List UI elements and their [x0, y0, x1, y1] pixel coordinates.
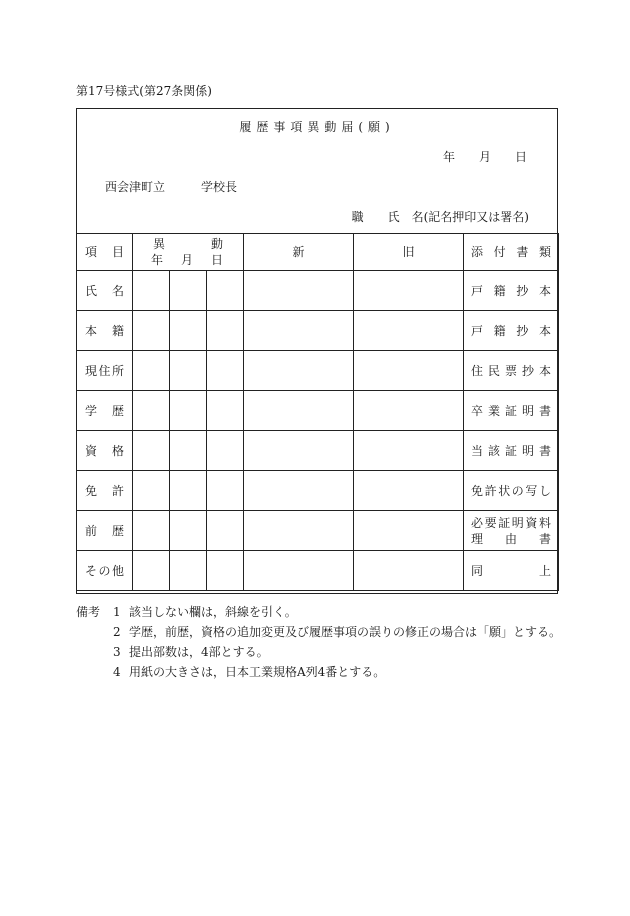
day-cell[interactable] — [207, 511, 244, 551]
remark-number: 4 — [113, 665, 121, 679]
header-attachments: 添付書類 — [464, 234, 559, 271]
header-new: 新 — [244, 234, 354, 271]
old-value-cell[interactable] — [354, 351, 464, 391]
old-value-cell[interactable] — [354, 551, 464, 591]
day-cell[interactable] — [207, 271, 244, 311]
row-attachment — [464, 511, 559, 551]
header-item: 項目 — [77, 234, 133, 271]
row-item-label: 本籍 — [77, 311, 133, 351]
old-value-cell[interactable] — [354, 391, 464, 431]
remark-text: 提出部数は，4部とする。 — [129, 645, 269, 659]
row-attachment: 戸籍抄本 — [464, 271, 559, 311]
year-cell[interactable] — [133, 431, 170, 471]
form-number: 第17号様式(第27条関係) — [76, 84, 212, 98]
row-item-label: 現住所 — [77, 351, 133, 391]
new-value-cell[interactable] — [244, 511, 354, 551]
table-header-row — [77, 234, 559, 271]
day-cell[interactable] — [207, 311, 244, 351]
header-change-char-2: 動 — [210, 237, 223, 251]
remarks-heading: 備考 — [76, 605, 101, 619]
row-attachment: 卒業証明書 — [464, 391, 559, 431]
remark-text: 該当しない欄は，斜線を引く。 — [129, 605, 297, 619]
remark-number: 2 — [113, 625, 121, 639]
table-row — [77, 511, 559, 551]
addressee: 西会津町立 学校長 — [105, 180, 238, 194]
remark-text: 用紙の大きさは，日本工業規格A列4番とする。 — [129, 665, 386, 679]
year-cell[interactable] — [133, 471, 170, 511]
row-item-label: 前歴 — [77, 511, 133, 551]
new-value-cell[interactable] — [244, 271, 354, 311]
row-attachment: 免許状の写し — [464, 471, 559, 511]
table-row — [77, 271, 559, 311]
day-cell[interactable] — [207, 351, 244, 391]
header-change-date — [133, 234, 244, 271]
remark-item — [76, 662, 576, 682]
new-value-cell[interactable] — [244, 391, 354, 431]
row-item-label: 免許 — [77, 471, 133, 511]
header-year: 年 — [151, 253, 164, 267]
old-value-cell[interactable] — [354, 311, 464, 351]
month-cell[interactable] — [170, 471, 207, 511]
month-cell[interactable] — [170, 311, 207, 351]
remark-item — [76, 642, 576, 662]
new-value-cell[interactable] — [244, 551, 354, 591]
remarks — [76, 602, 576, 682]
form-title: 履歴事項異動届(願) — [239, 120, 395, 134]
table-row — [77, 311, 559, 351]
month-cell[interactable] — [170, 511, 207, 551]
header-change-char-1: 異 — [153, 237, 166, 251]
date-line: 年 月 日 — [442, 150, 527, 164]
new-value-cell[interactable] — [244, 471, 354, 511]
remark-number: 3 — [113, 645, 121, 659]
notification-form — [76, 108, 558, 594]
row-item-label: 学歴 — [77, 391, 133, 431]
table-row — [77, 391, 559, 431]
year-cell[interactable] — [133, 551, 170, 591]
year-cell[interactable] — [133, 311, 170, 351]
year-cell[interactable] — [133, 351, 170, 391]
day-cell[interactable] — [207, 391, 244, 431]
month-cell[interactable] — [170, 551, 207, 591]
table-row — [77, 471, 559, 511]
record-table — [76, 233, 559, 591]
year-cell[interactable] — [133, 511, 170, 551]
day-cell[interactable] — [207, 471, 244, 511]
remark-item — [76, 622, 576, 642]
header-day: 日 — [210, 253, 223, 267]
row-attachment: 戸籍抄本 — [464, 311, 559, 351]
month-cell[interactable] — [170, 271, 207, 311]
header-month: 月 — [180, 253, 193, 267]
row-item-label: その他 — [77, 551, 133, 591]
row-item-label: 資格 — [77, 431, 133, 471]
old-value-cell[interactable] — [354, 511, 464, 551]
new-value-cell[interactable] — [244, 431, 354, 471]
row-attachment: 同上 — [464, 551, 559, 591]
attachment-line-1: 必要証明資料 — [471, 515, 551, 530]
year-cell[interactable] — [133, 391, 170, 431]
month-cell[interactable] — [170, 391, 207, 431]
remark-text: 学歴，前歴，資格の追加変更及び履歴事項の誤りの修正の場合は「願」とする。 — [129, 625, 562, 639]
form-header — [77, 109, 557, 233]
signer-line: 職 氏 名(記名押印又は署名) — [351, 210, 529, 224]
remark-item — [76, 602, 576, 622]
header-old: 旧 — [354, 234, 464, 271]
row-attachment: 住民票抄本 — [464, 351, 559, 391]
day-cell[interactable] — [207, 551, 244, 591]
row-attachment: 当該証明書 — [464, 431, 559, 471]
old-value-cell[interactable] — [354, 471, 464, 511]
day-cell[interactable] — [207, 431, 244, 471]
row-item-label: 氏名 — [77, 271, 133, 311]
attachment-line-2: 理由書 — [471, 531, 551, 546]
table-row — [77, 551, 559, 591]
remark-number: 1 — [113, 605, 121, 619]
year-cell[interactable] — [133, 271, 170, 311]
month-cell[interactable] — [170, 351, 207, 391]
table-row — [77, 431, 559, 471]
old-value-cell[interactable] — [354, 271, 464, 311]
new-value-cell[interactable] — [244, 311, 354, 351]
month-cell[interactable] — [170, 431, 207, 471]
table-row — [77, 351, 559, 391]
old-value-cell[interactable] — [354, 431, 464, 471]
new-value-cell[interactable] — [244, 351, 354, 391]
